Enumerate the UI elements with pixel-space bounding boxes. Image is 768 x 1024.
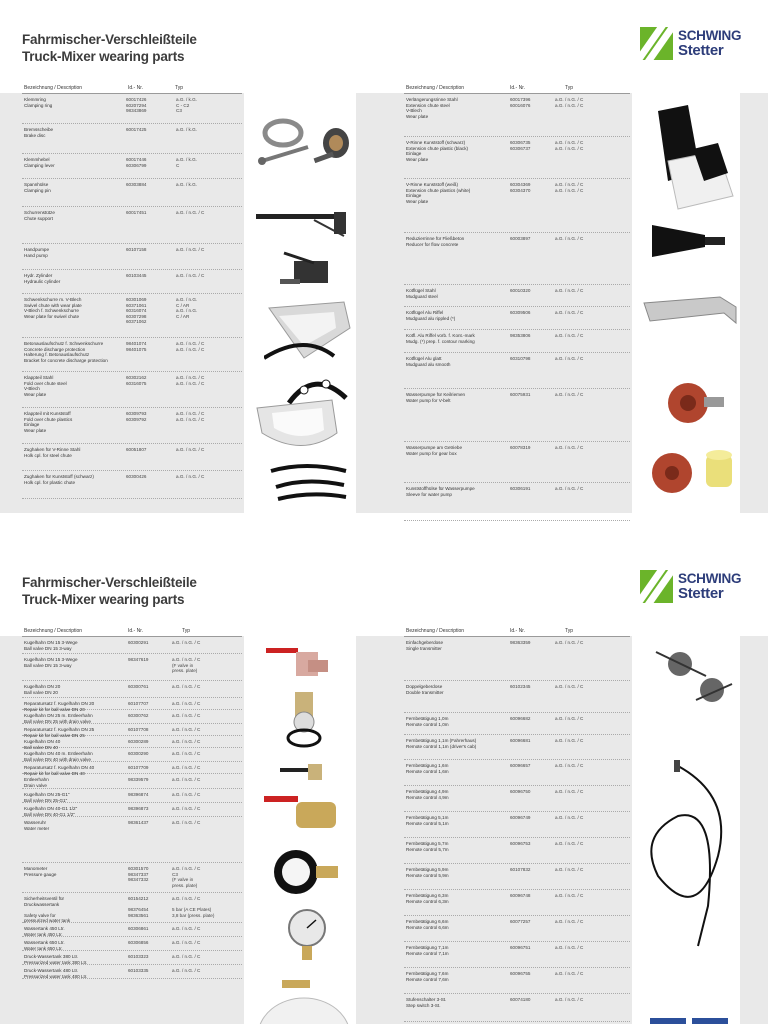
table-row: [22, 94, 242, 124]
part-type: a.G. / n.G. / C: [555, 392, 584, 397]
part-type: a.G. / n.G. / C: [555, 684, 584, 689]
header-description: Bezeichnung / Description: [406, 628, 465, 634]
part-id-number: 60096749: [510, 815, 531, 820]
table-row: [22, 124, 242, 154]
part-description: Stufenschalter 3-St. Step switch 3-St.: [406, 997, 447, 1008]
part-description: Reparatursatz f. Kugelhahn DN 20 Repair kit for ball valve DN 20: [24, 701, 95, 712]
part-description: Fernbetätigung 5,9m Remote control 5,9m: [406, 867, 449, 878]
mudguard-image: [640, 293, 740, 329]
logo-text-schwing: SCHWING: [678, 571, 742, 586]
part-type: a.G. / n.G. / C: [555, 310, 584, 315]
part-type: a.G. / n.G. / C: [172, 926, 201, 931]
part-type: a.G. / n.G. / C: [172, 751, 201, 756]
part-description: Reduzierrinne für Fließbeton Reducer for flow concrete: [406, 236, 465, 247]
reducer-chute-image: [650, 221, 730, 261]
part-type: a.G. / n.G. / C: [176, 273, 205, 278]
part-description: Hydr. Zylinder Hydraulic cylinder: [24, 273, 61, 284]
water-pump-gearbox-image: [648, 441, 738, 501]
header-description: Bezeichnung / Description: [406, 85, 465, 91]
table-row: [22, 654, 242, 681]
ball-valve-dn25-image: [270, 688, 340, 750]
table-header: [404, 625, 630, 637]
part-id-number: 60304369 60304370: [510, 182, 531, 193]
table-row: [404, 942, 630, 968]
part-description: Wassertank 650 Ltr. Water tank 650 Ltr.: [24, 940, 65, 951]
part-description: Zughaken für Kunststoff (schwarz) Holk cpl. for plastic chute: [24, 474, 94, 485]
part-description: V-Rinne Kunststoff (schwarz) Extension chute plastic (black) Einlage Wear plate: [406, 140, 469, 162]
part-description: Wassertank 450 Ltr. Water tank 450 Ltr.: [24, 926, 65, 937]
ball-valve-dn40-image: [262, 788, 352, 833]
part-type: a.G. / n.G. / C a.G. / n.G. / C: [555, 140, 584, 151]
part-id-number: 60003897: [510, 236, 531, 241]
remote-control-cable-image: [638, 756, 738, 956]
table-rows: [404, 637, 630, 1022]
part-id-number: 60096753: [510, 841, 531, 846]
part-id-number: 60301570 98347337 98347332: [128, 866, 149, 883]
part-type: a.G. / n.G. / C: [555, 971, 584, 976]
part-id-number: 60078319: [510, 445, 531, 450]
part-id-number: 60051807: [126, 447, 147, 452]
header-type: Typ: [175, 85, 184, 91]
logo-text-stetter: Stetter: [678, 585, 724, 602]
table-row: [22, 803, 242, 817]
part-id-number: 60075931: [510, 392, 531, 397]
table-row: [22, 710, 242, 724]
part-id-number: 60096657: [510, 763, 531, 768]
part-type: a.G. / n.G. / C: [172, 727, 201, 732]
part-type: a.G. / n.G. / C C3 (F valve in press. plate): [172, 866, 201, 888]
fold-over-chute-image: [252, 398, 352, 453]
image-panel-right: [632, 636, 740, 1024]
table-row: [404, 735, 630, 760]
part-type: a.G. / k.G.: [176, 182, 197, 187]
part-description: Fernbetätigung 6,6m Remote control 6,6m: [406, 919, 449, 930]
table-row: [22, 748, 242, 762]
part-description: Einfachgeberdose Single transmitter: [406, 640, 444, 651]
table-row: [404, 637, 630, 681]
part-description: Kugelhahn DN 25 m. Entleerhahn Ball valve DN 25 with drain valve: [24, 713, 93, 724]
part-description: Fernbetätigung 5,7m Remote control 5,7m: [406, 841, 449, 852]
table-row: [404, 864, 630, 890]
part-description: Entleerhahn Drain valve: [24, 777, 49, 788]
part-id-number: 60096750: [510, 789, 531, 794]
table-row: [404, 285, 630, 307]
table-row: [22, 244, 242, 270]
table-row: [404, 812, 630, 838]
part-type: a.G. / n.G. / C: [172, 954, 201, 959]
table-row: [22, 698, 242, 710]
part-id-number: 60306861: [128, 926, 149, 931]
part-id-number: 60107832: [510, 867, 531, 872]
part-description: Reparatursatz f. Kugelhahn DN 40 Repair kit for ball valve DN 40: [24, 765, 95, 776]
header-type: Typ: [565, 628, 574, 634]
image-panel-left: [244, 93, 356, 513]
part-id-number: 60017451: [126, 210, 147, 215]
part-description: Kugelhahn DN 40 m. Entleerhahn Ball valve DN 40 with drain valve: [24, 751, 93, 762]
logo-text-schwing: SCHWING: [678, 28, 742, 43]
table-row: [22, 408, 242, 444]
part-id-number: 60096751: [510, 945, 531, 950]
part-description: Fernbetätigung 6,3m Remote control 6,3m: [406, 893, 449, 904]
part-description: Fernbetätigung 1,6m Remote control 1,6m: [406, 763, 449, 774]
part-id-number: 60306191: [510, 486, 531, 491]
part-type: a.G. / k.G. C: [176, 157, 197, 168]
part-id-number: 60309793 60309792: [126, 411, 147, 422]
part-description: Fernbetätigung 1,0m Remote control 1,0m: [406, 716, 449, 727]
part-type: a.G. / n.G. / C (F valve in press. plate): [172, 657, 201, 674]
part-description: Kotflügel Alu glatt Mudguard alu smooth: [406, 356, 451, 367]
schwing-stetter-logo: [640, 27, 760, 63]
header-description: Bezeichnung / Description: [24, 628, 83, 634]
drain-valve-image: [274, 756, 344, 786]
part-id-number: 60107708: [128, 727, 149, 732]
part-id-number: 98353806: [510, 333, 531, 338]
part-id-number: 60074180: [510, 997, 531, 1002]
part-description: Zughaken für V-Rinne Stahl Holk cpl. for steel chute: [24, 447, 81, 458]
table-row: [22, 762, 242, 774]
part-id-number: 60103323: [128, 954, 149, 959]
part-type: a.G. / n.G. / C: [555, 789, 584, 794]
part-type: a.G. / n.G. / C: [172, 820, 201, 825]
part-type: a.G. / n.G. / C: [555, 815, 584, 820]
part-type: a.G. / n.G. / C a.G. / n.G. / C: [176, 375, 205, 386]
table-row: [22, 736, 242, 748]
part-id-number: 60300426: [126, 474, 147, 479]
part-type: a.G. / n.G. / C: [555, 763, 584, 768]
part-id-number: 60154212 98376454 98363561: [128, 896, 149, 918]
part-id-number: 60301069 60371061 60316074 60307298 60371062: [126, 297, 147, 325]
part-description: Bremsscheibe Brake disc: [24, 127, 54, 138]
table-rows: [22, 94, 242, 499]
part-description: Schurrenstütze Chute support: [24, 210, 55, 221]
part-type: a.G. / n.G. / C: [555, 841, 584, 846]
logo-mark-icon: [640, 570, 673, 603]
table-row: [22, 637, 242, 654]
part-id-number: 98361437: [128, 820, 149, 825]
part-id-number: 60107709: [128, 765, 149, 770]
table-row: [22, 179, 242, 207]
chute-support-image: [254, 208, 354, 238]
part-type: a.G. / n.G. / C a.G. / n.G. / C: [555, 97, 584, 108]
part-id-number: 60103445: [126, 273, 147, 278]
part-description: Fernbetätigung 1,1m (Fahrerhaus) Remote control 1,1m (driver's cab): [406, 738, 477, 749]
part-description: Klappteil mit Kunststoff Fold over chute plastics Einlage Wear plate: [24, 411, 73, 433]
part-id-number: 60310798: [510, 356, 531, 361]
part-description: Doppelgeberdose Double transmitter: [406, 684, 444, 695]
table-row: [22, 294, 242, 338]
safety-valve-image: [278, 976, 318, 992]
table-row: [22, 724, 242, 736]
part-description: Kotflügel Alu Riffel Mudguard alu rippled (*): [406, 310, 456, 321]
table-row: [404, 307, 630, 330]
table-row: [22, 270, 242, 294]
part-type: a.G. / n.G. / C: [555, 738, 584, 743]
table-row: [404, 442, 630, 483]
part-type: a.G. / n.G. / C: [555, 640, 584, 645]
part-description: Kotfl. Alu Riffel vorb. f. Kont.-mark Mudg. (*) prep. f. contour marking: [406, 333, 475, 344]
table-row: [404, 353, 630, 389]
table-row: [404, 330, 630, 353]
part-description: Kugelhahn DN 40-G1 1/2" Ball valve DN 40-G1 1/2": [24, 806, 78, 817]
part-description: Kotflügel Stahl Mudguard steel: [406, 288, 438, 299]
part-type: a.G. / n.G. / C: [172, 777, 201, 782]
image-panel-right: [632, 93, 740, 513]
part-id-number: 98396873: [128, 806, 149, 811]
ball-valve-dn15-image: [264, 640, 344, 680]
water-meter-image: [264, 848, 344, 896]
table-row: [404, 890, 630, 916]
part-type: a.G. / n.G. / C: [176, 474, 205, 479]
part-description: Kugelhahn DN 40 Ball valve DN 40: [24, 739, 61, 750]
step-switch-image: [646, 1012, 736, 1024]
part-description: Druck-Wassertank 380 Ltr. Pressurized water tank 380 Ltr.: [24, 954, 88, 965]
parts-table-left: [22, 625, 242, 1024]
table-row: [404, 786, 630, 812]
table-row: [404, 838, 630, 864]
part-description: Klemmhebel Clamping lever: [24, 157, 55, 168]
part-description: Fernbetätigung 4,9m Remote control 4,9m: [406, 789, 449, 800]
part-description: Druck-Wassertank 480 Ltr. Pressurized water tank 480 Ltr.: [24, 968, 88, 979]
transmitter-image: [646, 642, 736, 712]
part-type: a.G. / n.G. / C: [172, 792, 201, 797]
table-row: [22, 338, 242, 372]
table-row: [22, 863, 242, 893]
header-id: Id.- Nr.: [128, 628, 144, 634]
part-id-number: 98363359: [510, 640, 531, 645]
part-type: a.G. / n.G. / C: [172, 806, 201, 811]
table-row: [22, 444, 242, 471]
part-id-number: 60107158: [126, 247, 147, 252]
part-id-number: 60300291: [128, 640, 149, 645]
part-description: Schwenkschurre m. V-Blech Swivel chute with wear plate V-Blech f. Schwenkschurre Wear plate for swivel chute: [24, 297, 82, 319]
part-type: a.G. / n.G. C / AR a.G. / n.G. C / AR: [176, 297, 198, 319]
part-type: a.G. / n.G. / C: [555, 486, 584, 491]
table-row: [404, 179, 630, 233]
table-row: [22, 207, 242, 244]
part-id-number: 60102345: [510, 684, 531, 689]
part-type: a.G. / n.G. / C: [555, 356, 584, 361]
table-row: [404, 681, 630, 713]
part-type: a.G. / k.G. C - C2 C3: [176, 97, 197, 114]
table-row: [22, 372, 242, 408]
table-row: [404, 94, 630, 137]
part-id-number: 60302162 60316075: [126, 375, 147, 386]
part-type: a.G. / n.G. / C: [555, 288, 584, 293]
part-id-number: 60096682: [510, 716, 531, 721]
part-id-number: 60010320: [510, 288, 531, 293]
part-type: a.G. / n.G. / C: [176, 247, 205, 252]
part-description: Klemmring Clamping ring: [24, 97, 53, 108]
part-id-number: 60103335: [128, 968, 149, 973]
logo-text-stetter: Stetter: [678, 42, 724, 59]
part-type: a.G. / n.G. / C: [555, 716, 584, 721]
page-title-german: Fahrmischer-Verschleißteile: [22, 32, 197, 47]
page-title-english: Truck-Mixer wearing parts: [22, 49, 185, 64]
table-header: [22, 82, 242, 94]
table-rows: [22, 637, 242, 979]
part-id-number: 60017426 60207294 98343869: [126, 97, 147, 114]
table-header: [22, 625, 242, 637]
table-row: [22, 789, 242, 803]
table-row: [404, 916, 630, 942]
table-row: [22, 471, 242, 499]
part-type: a.G. / n.G. / C: [555, 919, 584, 924]
part-id-number: 60077257: [510, 919, 531, 924]
table-rows: [404, 94, 630, 521]
part-id-number: 60306735 60306737: [510, 140, 531, 151]
page-title-english: Truck-Mixer wearing parts: [22, 592, 185, 607]
header-description: Bezeichnung / Description: [24, 85, 83, 91]
table-row: [404, 483, 630, 521]
part-id-number: 60096755: [510, 971, 531, 976]
page-title-german: Fahrmischer-Verschleißteile: [22, 575, 197, 590]
table-row: [404, 137, 630, 179]
part-description: Kunststoffhülse für Wasserpumpe Sleeve for water pump: [406, 486, 475, 497]
clamping-ring-image: [248, 103, 354, 173]
table-row: [404, 389, 630, 442]
part-id-number: 98339579: [128, 777, 149, 782]
part-type: a.G. / n.G. / C: [172, 739, 201, 744]
part-type: a.G. / k.G.: [176, 127, 197, 132]
part-type: a.G. / n.G. / C: [555, 867, 584, 872]
water-pump-vbelt-image: [658, 375, 728, 430]
part-id-number: 60306856: [128, 940, 149, 945]
part-description: Kugelhahn DN 15 3-Wege Ball valve DN 15 3-way: [24, 640, 78, 651]
header-id: Id.- Nr.: [510, 85, 526, 91]
part-description: Sicherheitsventil für Druckwassertank Safety valve for pressurized water tank: [24, 896, 71, 924]
extension-chute-image: [638, 101, 738, 211]
part-id-number: 60300761: [128, 684, 149, 689]
part-id-number: 60017446 60306799: [126, 157, 147, 168]
part-id-number: 98396874: [128, 792, 149, 797]
part-description: Fernbetätigung 7,1m Remote control 7,1m: [406, 945, 449, 956]
part-id-number: 60303884: [126, 182, 147, 187]
table-row: [22, 154, 242, 179]
chute-hook-image: [266, 461, 354, 505]
part-type: a.G. / n.G. / C: [176, 447, 205, 452]
table-row: [22, 817, 242, 863]
part-description: Kugelhahn DN 25-G1" Ball valve DN 25-G1": [24, 792, 70, 803]
part-type: a.G. / n.G. / C: [555, 236, 584, 241]
part-type: a.G. / n.G. / C: [555, 333, 584, 338]
part-type: a.G. / n.G. / C: [555, 945, 584, 950]
part-description: Kugelhahn DN 20 Ball valve DN 20: [24, 684, 61, 695]
table-row: [22, 965, 242, 979]
part-type: a.G. / n.G. / C: [172, 713, 201, 718]
part-id-number: 60017425: [126, 127, 147, 132]
part-description: Wasserpumpe für Keilriemen Water pump for V-belt: [406, 392, 466, 403]
part-id-number: 60096748: [510, 893, 531, 898]
part-description: Kugelhahn DN 15 3-Wege Ball valve DN 15 3-way: [24, 657, 78, 668]
part-type: a.G. / n.G. / C: [555, 893, 584, 898]
catalog-page-2: [0, 543, 768, 1024]
part-id-number: 60300289: [128, 739, 149, 744]
part-type: a.G. / n.G. / C: [172, 684, 201, 689]
part-description: Verlängerungsrinne Stahl Extension chute steel V-Blech Wear plate: [406, 97, 458, 119]
page-gap: [0, 525, 768, 543]
part-id-number: 98347619: [128, 657, 149, 662]
part-description: Wasseruhr Water meter: [24, 820, 50, 831]
parts-table-right: [404, 82, 630, 512]
part-id-number: 60017396 60016076: [510, 97, 531, 108]
table-header: [404, 82, 630, 94]
table-row: [404, 713, 630, 735]
parts-table-left: [22, 82, 242, 512]
part-description: Fernbetätigung 7,6m Remote control 7,6m: [406, 971, 449, 982]
part-id-number: 60300290: [128, 751, 149, 756]
logo-mark-icon: [640, 27, 673, 60]
part-id-number: 60107707: [128, 701, 149, 706]
schwing-stetter-logo: [640, 570, 760, 606]
part-type: a.G. / n.G. / C: [176, 210, 205, 215]
image-panel-left: [244, 636, 356, 1024]
header-id: Id.- Nr.: [128, 85, 144, 91]
part-description: Reparatursatz f. Kugelhahn DN 25 Repair kit for ball valve DN 25: [24, 727, 95, 738]
part-description: Betonauslaufschutz f. Schwenkschurre Concrete discharge protection Halterung f. Betonauslaufschutz Bracket for concrete discharge protection: [24, 341, 108, 363]
part-description: Handpumpe Hand pump: [24, 247, 50, 258]
table-row: [22, 937, 242, 951]
part-description: V-Rinne Kunststoff (weiß) Extension chute plastics (white) Einlage Wear plate: [406, 182, 471, 204]
part-type: a.G. / n.G. / C 5 bar (A CE Plates) 3,8 bar (press. plate): [172, 896, 215, 918]
header-id: Id.- Nr.: [510, 628, 526, 634]
parts-table-right: [404, 625, 630, 1024]
table-row: [22, 951, 242, 965]
part-type: a.G. / n.G. / C: [172, 968, 201, 973]
table-row: [22, 923, 242, 937]
table-row: [404, 968, 630, 994]
hand-pump-image: [274, 245, 344, 287]
swivel-chute-image: [264, 298, 354, 368]
part-description: Manometer Pressure gauge: [24, 866, 57, 877]
part-id-number: 60309506: [510, 310, 531, 315]
part-type: a.G. / n.G. / C: [172, 640, 201, 645]
part-id-number: 60096681: [510, 738, 531, 743]
pressure-gauge-image: [282, 906, 332, 976]
part-type: a.G. / n.G. / C: [555, 997, 584, 1002]
part-type: a.G. / n.G. / C: [172, 765, 201, 770]
table-row: [404, 233, 630, 285]
table-row: [22, 681, 242, 698]
part-type: a.G. / n.G. / C a.G. / n.G. / C: [176, 411, 205, 422]
part-description: Fernbetätigung 5,1m Remote control 5,1m: [406, 815, 449, 826]
part-description: Spannhülse Clamping pin: [24, 182, 51, 193]
part-description: Klappteil Stahl Fold over chute steel V-Blech Wear plate: [24, 375, 67, 397]
table-row: [22, 893, 242, 923]
header-type: Typ: [565, 85, 574, 91]
part-id-number: 98401074 98401075: [126, 341, 147, 352]
part-type: a.G. / n.G. / C: [172, 701, 201, 706]
part-type: a.G. / n.G. / C: [555, 445, 584, 450]
part-id-number: 60300762: [128, 713, 149, 718]
table-row: [22, 774, 242, 789]
water-tank-image: [256, 996, 352, 1024]
part-type: a.G. / n.G. / C a.G. / n.G. / C: [555, 182, 584, 193]
table-row: [404, 760, 630, 786]
header-type: Typ: [182, 628, 191, 634]
table-row: [404, 994, 630, 1022]
part-description: Wasserpumpe am Getriebe Water pump for gear box: [406, 445, 462, 456]
part-type: a.G. / n.G. / C: [172, 940, 201, 945]
part-type: a.G. / n.G. / C a.G. / n.G. / C: [176, 341, 205, 352]
